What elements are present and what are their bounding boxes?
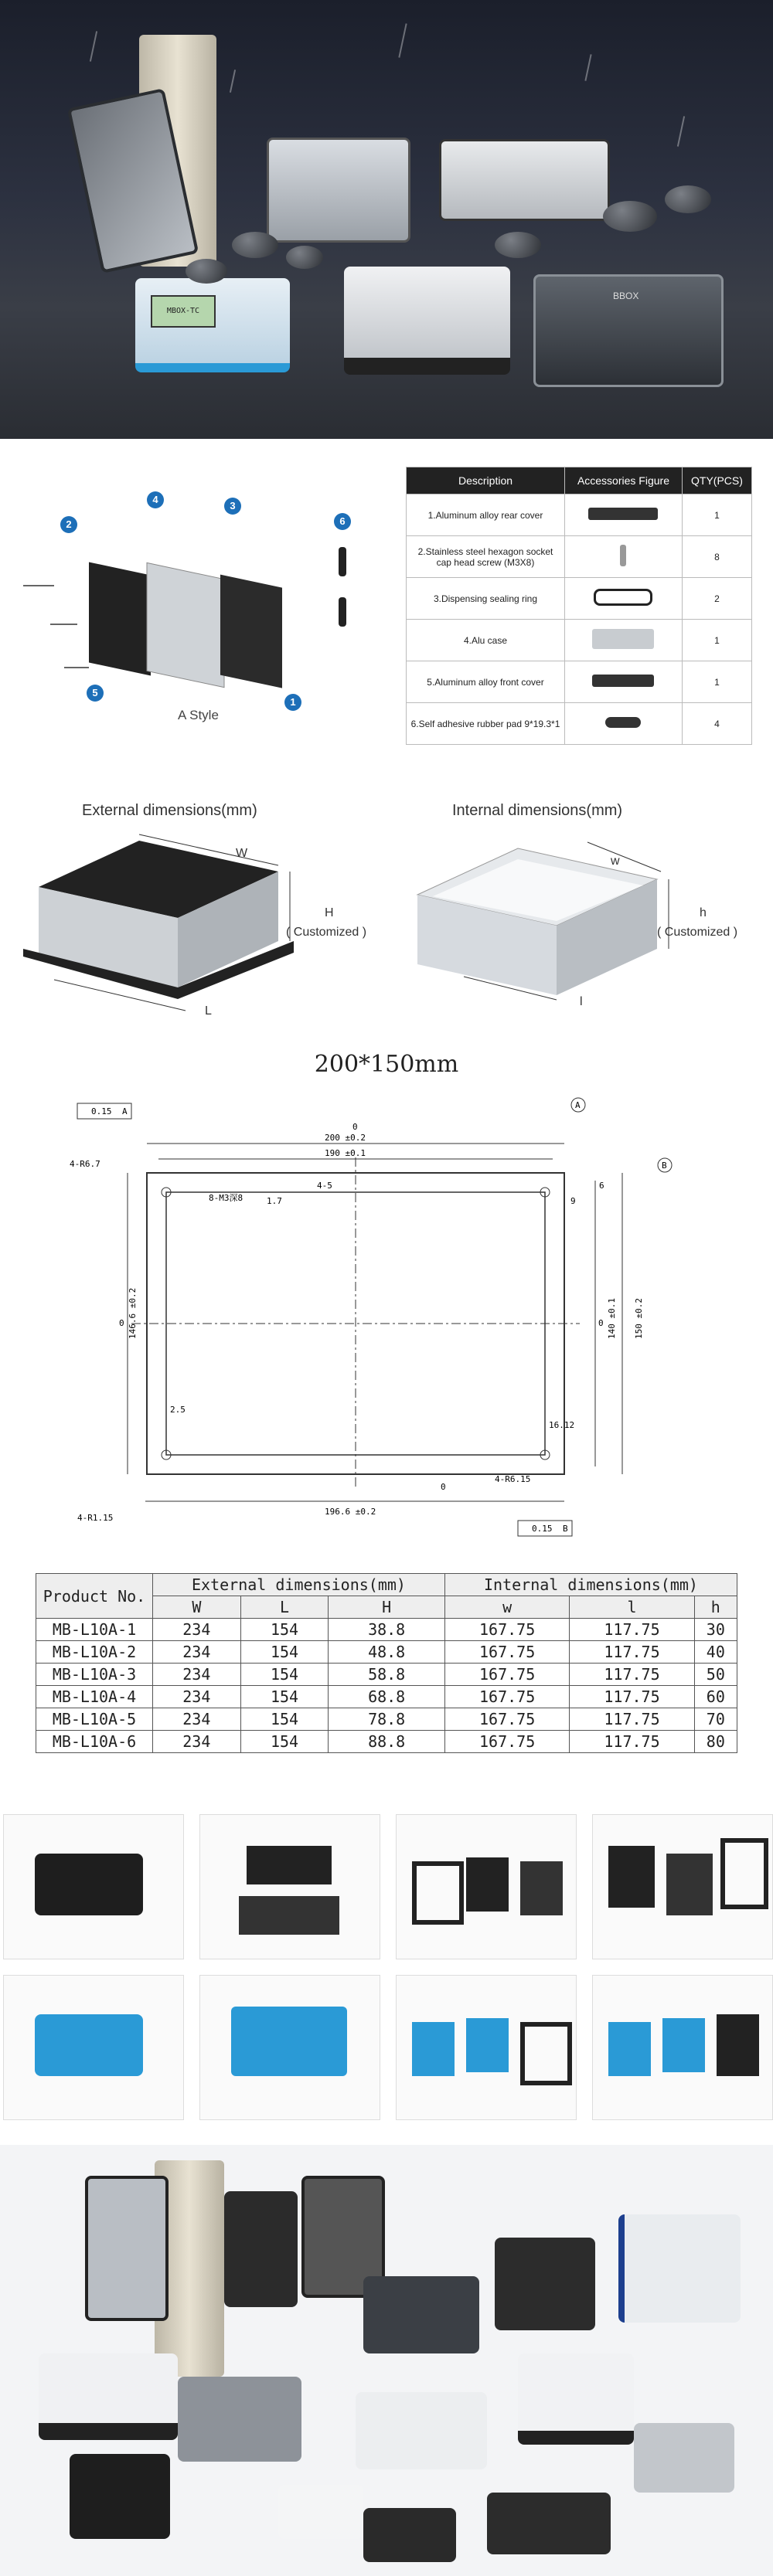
device-brand: BBOX — [613, 291, 639, 301]
table-row: 6.Self adhesive rubber pad 9*19.3*1 4 — [407, 703, 752, 745]
dim-190: 190 ±0.1 — [325, 1148, 366, 1158]
product-photo-blue-assembled — [3, 1975, 184, 2120]
spec-table-section — [0, 1551, 773, 1814]
collage-antenna-box — [363, 2276, 479, 2353]
callout-6: 6 — [334, 513, 351, 530]
drawing-title: 200*150mm — [314, 1051, 459, 1078]
accessories-table — [406, 467, 752, 745]
device-screen: MBOX-TC — [151, 295, 216, 328]
dim-1-7: 1.7 — [267, 1196, 282, 1206]
table-row: MB-L10A-1 234 154 38.8 167.75 117.75 30 — [36, 1619, 737, 1641]
datum-a: A — [575, 1100, 581, 1110]
ext-h-label: H — [325, 906, 334, 919]
ext-l-label: L — [205, 1004, 212, 1018]
collage-display-box — [495, 2238, 595, 2330]
product-photo-blue-open — [199, 1975, 380, 2120]
technical-drawing-section — [0, 1042, 773, 1551]
dim-zero-left: 0 — [119, 1318, 124, 1328]
front-cover-figure — [592, 675, 654, 687]
header-figure: Accessories Figure — [565, 467, 683, 494]
header-qty: QTY(PCS) — [682, 467, 751, 494]
dim-200: 200 ±0.2 — [325, 1133, 366, 1143]
int-l-label: l — [580, 995, 583, 1008]
dim-4-5: 4-5 — [317, 1181, 332, 1191]
ext-w-label: W — [236, 847, 248, 860]
callout-2: 2 — [60, 516, 77, 533]
table-row: 3.Dispensing sealing ring 2 — [407, 578, 752, 620]
internal-dimensions-title: Internal dimensions(mm) — [452, 802, 623, 819]
dim-2-5: 2.5 — [170, 1405, 186, 1415]
tol-b-ref: B — [563, 1524, 568, 1534]
rubber-pad-figure — [605, 717, 641, 728]
header-external: External dimensions(mm) — [153, 1574, 445, 1596]
technical-drawing — [54, 1088, 750, 1544]
datum-b: B — [662, 1161, 667, 1171]
collage-black-open — [70, 2454, 170, 2539]
product-photo-blue-parts — [396, 1975, 577, 2120]
table-row: 4.Alu case 1 — [407, 620, 752, 661]
enclosure-white-center — [344, 267, 510, 375]
dim-146: 146.6 ±0.2 — [128, 1287, 138, 1339]
header-product-no: Product No. — [36, 1574, 153, 1619]
collage-card-reader — [224, 2191, 298, 2307]
table-row: MB-L10A-6 234 154 88.8 167.75 117.75 80 — [36, 1731, 737, 1753]
int-h-note: ( Customized ) — [657, 926, 738, 939]
hero-banner — [0, 0, 773, 439]
callout-1: 1 — [284, 694, 301, 711]
product-photo-black-parts — [396, 1814, 577, 1959]
dim-4-r1-15: 4-R1.15 — [77, 1513, 114, 1523]
enclosure-white-right — [439, 139, 610, 221]
style-label: A Style — [178, 708, 219, 722]
sealing-ring-figure — [594, 589, 652, 606]
external-dimensions-title: External dimensions(mm) — [82, 802, 257, 819]
dim-4-r6-15: 4-R6.15 — [495, 1474, 531, 1484]
table-row: 1.Aluminum alloy rear cover 1 — [407, 494, 752, 536]
dim-zero-right: 0 — [598, 1318, 604, 1328]
product-image-grid — [0, 1814, 773, 2139]
accessories-section — [0, 439, 773, 763]
dim-6: 6 — [599, 1181, 604, 1191]
dim-196: 196.6 ±0.2 — [325, 1507, 376, 1517]
collage-white-small — [278, 2485, 363, 2539]
header-internal: Internal dimensions(mm) — [444, 1574, 737, 1596]
table-row: MB-L10A-3 234 154 58.8 167.75 117.75 50 — [36, 1664, 737, 1686]
tol-b: 0.15 — [532, 1524, 553, 1534]
product-photo-blue-exploded — [592, 1975, 773, 2120]
enclosure-blue-display — [135, 278, 290, 372]
header-description: Description — [407, 467, 565, 494]
collage-black-flat — [487, 2493, 611, 2554]
rear-cover-figure — [588, 508, 658, 520]
enclosure-antenna — [533, 274, 724, 387]
collage-clear-box — [85, 2176, 169, 2321]
exploded-view — [0, 454, 386, 748]
collage-blue-display-box — [618, 2214, 741, 2323]
table-row: MB-L10A-2 234 154 48.8 167.75 117.75 40 — [36, 1641, 737, 1664]
collage-white-right — [518, 2353, 634, 2445]
dim-140: 140 ±0.1 — [607, 1298, 617, 1339]
product-collage — [0, 2145, 773, 2576]
table-row: 5.Aluminum alloy front cover 1 — [407, 661, 752, 703]
dim-150: 150 ±0.2 — [634, 1298, 644, 1339]
collage-silver-box — [634, 2423, 734, 2493]
dimensions-section — [0, 763, 773, 1042]
dim-16-12: 16.12 — [549, 1420, 575, 1430]
dim-9: 9 — [570, 1196, 576, 1206]
collage-dark-small — [363, 2508, 456, 2562]
dim-zero-top: 0 — [352, 1122, 358, 1132]
alu-case-figure — [592, 629, 654, 649]
table-row: MB-L10A-5 234 154 78.8 167.75 117.75 70 — [36, 1708, 737, 1731]
callout-3: 3 — [224, 498, 241, 515]
collage-white-box — [39, 2353, 178, 2440]
table-row: MB-L10A-4 234 154 68.8 167.75 117.75 60 — [36, 1686, 737, 1708]
product-photo-black-exploded — [592, 1814, 773, 1959]
tol-a-ref: A — [122, 1106, 128, 1116]
product-photo-black-assembled — [3, 1814, 184, 1959]
dimension-spec-table: Product No. External dimensions(mm) Internal dimensions(mm) W L H w l h MB-L10A-1 234 154 38.8 167.75 117.75 30 MB-L10A-2 234 154 48.8 167.75 117.75 40 MB-L10A-3 234 154 58.8 167.75 117.75 50 MB-L10A-4 234 154 68.8 167.75 117.75 60 MB-L10A-5 234 154 78.8 167.75 117.75 70 MB-L10A-6 234 154 88.8 167.75 117.75 80 — [36, 1573, 737, 1753]
callout-4: 4 — [147, 491, 164, 508]
int-w-label: w — [611, 855, 620, 868]
screw-figure — [620, 545, 626, 566]
int-h-label: h — [700, 906, 707, 919]
enclosure-clear-top — [267, 138, 410, 243]
tol-a: 0.15 — [91, 1106, 112, 1116]
product-photo-black-open — [199, 1814, 380, 1959]
dim-8-m3: 8-M3深8 — [209, 1193, 243, 1203]
table-row: 2.Stainless steel hexagon socket cap head screw (M3X8) 8 — [407, 536, 752, 578]
dim-4-r6-7: 4-R6.7 — [70, 1159, 100, 1169]
dim-zero-bottom: 0 — [441, 1482, 446, 1492]
ext-h-note: ( Customized ) — [286, 926, 367, 939]
callout-5: 5 — [87, 685, 104, 702]
collage-white-antenna — [356, 2392, 487, 2469]
collage-grey-box — [178, 2377, 301, 2462]
